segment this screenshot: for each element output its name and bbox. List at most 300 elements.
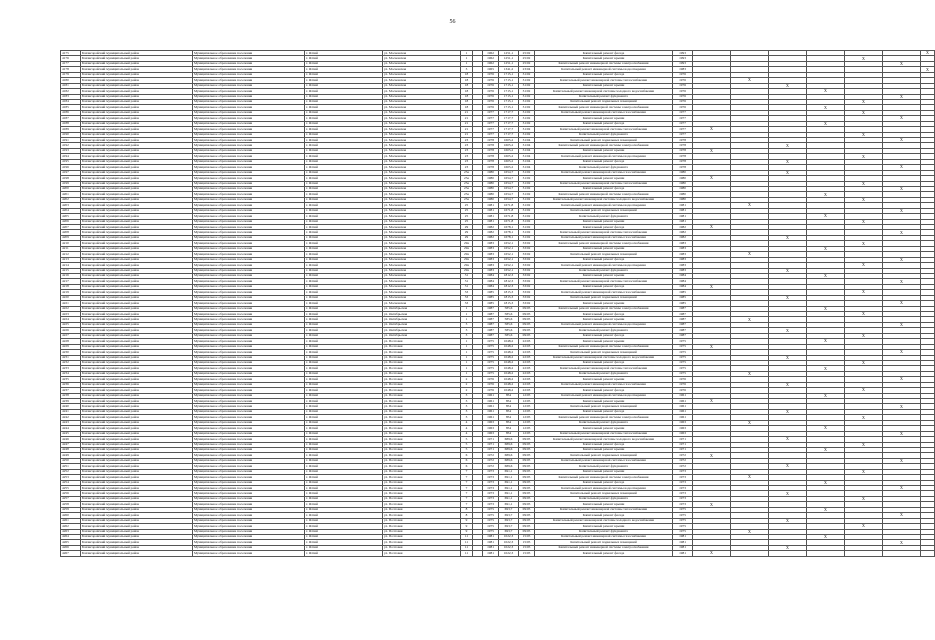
district-cell: Бахчисарайский муниципальный район (81, 121, 193, 126)
record-id: 4199 (61, 181, 81, 186)
period-cell: 1985 (673, 295, 693, 300)
area-cell: 854 (499, 420, 519, 425)
floors-cell: 33/02 (519, 263, 535, 268)
period-cell: 1973 (673, 491, 693, 496)
settlement-cell: г. Ялтий (305, 235, 383, 240)
district-cell: Бахчисарайский муниципальный район (81, 388, 193, 393)
record-id: 4230 (61, 350, 81, 355)
work-type-cell: Капитальный ремонт инженерной системы электроснабжения (535, 545, 673, 550)
area-cell: 1812,3 (499, 284, 519, 289)
house-number-cell: 23а (461, 170, 473, 175)
build-year-cell: 1978 (483, 165, 499, 170)
mark-cell (921, 551, 935, 556)
settlement-type-cell: Муниципальное образование поселения (193, 268, 305, 273)
mark-cell: X (807, 246, 845, 251)
mark-cell: X (807, 121, 845, 126)
build-year-cell: 1985 (483, 295, 499, 300)
settlement-cell: г. Ялтий (305, 225, 383, 230)
floors-cell: 33/02 (519, 290, 535, 295)
district-cell: Бахчисарайский муниципальный район (81, 263, 193, 268)
district-cell: Бахчисарайский муниципальный район (81, 431, 193, 436)
record-id: 4186 (61, 110, 81, 115)
mark-cell (769, 551, 807, 556)
house-number-cell: 18 (461, 89, 473, 94)
settlement-type-cell: Муниципальное образование поселения (193, 138, 305, 143)
build-year-cell: 1985 (483, 290, 499, 295)
record-id: 4249 (61, 453, 81, 458)
settlement-cell: г. Ялтий (305, 197, 383, 202)
settlement-cell: г. Ялтий (305, 56, 383, 61)
street-cell: ул. Почтовая (383, 529, 461, 534)
record-id: 4228 (61, 339, 81, 344)
work-type-cell: Капитальный ремонт крыши (535, 116, 673, 121)
settlement-type-cell: Муниципальное образование поселения (193, 165, 305, 170)
period-cell: 1972 (673, 453, 693, 458)
period-cell: 1975 (673, 507, 693, 512)
record-id: 4175 (61, 51, 81, 56)
settlement-type-cell: Муниципальное образование поселения (193, 388, 305, 393)
area-cell: 1251,1 (499, 51, 519, 56)
build-year-cell: 1987 (483, 312, 499, 317)
area-cell: 1022,3 (499, 540, 519, 545)
street-cell: ул. Почтовая (383, 464, 461, 469)
work-type-cell: Капитальный ремонт инженерной системы электроснабжения (535, 105, 673, 110)
area-cell: 691,1 (499, 502, 519, 507)
area-cell: 854 (499, 409, 519, 414)
area-cell: 1654,7 (499, 181, 519, 186)
area-cell: 693,7 (499, 513, 519, 518)
settlement-type-cell: Муниципальное образование поселения (193, 110, 305, 115)
floors-cell: 31/04 (519, 165, 535, 170)
settlement-cell: г. Ялтий (305, 333, 383, 338)
work-type-cell: Капитальный ремонт фасада (535, 51, 673, 56)
mark-cell: X (769, 159, 807, 164)
mark-cell: X (693, 127, 731, 132)
street-cell: ул. Октябрьская (383, 306, 461, 311)
period-cell: 1961 (673, 415, 693, 420)
period-cell: 1975 (673, 524, 693, 529)
work-type-cell: Капитальный ремонт инженерной системы электроснабжения (535, 475, 673, 480)
settlement-cell: г. Ялтий (305, 241, 383, 246)
period-cell: 1981 (673, 214, 693, 219)
house-number-cell: 29 (461, 235, 473, 240)
area-cell: 1671,8 (499, 219, 519, 224)
mark-cell: X (807, 273, 845, 278)
work-type-cell: Капитальный ремонт инженерной системы водоотведения (535, 263, 673, 268)
record-id: 4217 (61, 279, 81, 284)
house-number-cell: 4 (461, 420, 473, 425)
period-cell: 1973 (673, 486, 693, 491)
work-type-cell: Капитальный ремонт крыши (535, 148, 673, 153)
record-id: 4226 (61, 328, 81, 333)
build-year-cell: 1981 (483, 203, 499, 208)
settlement-cell: г. Ялтий (305, 214, 383, 219)
district-cell: Бахчисарайский муниципальный район (81, 246, 193, 251)
record-id: 4243 (61, 420, 81, 425)
settlement-cell: г. Ялтий (305, 496, 383, 501)
period-cell: 1961 (673, 404, 693, 409)
district-cell: Бахчисарайский муниципальный район (81, 56, 193, 61)
record-id: 4219 (61, 290, 81, 295)
record-id: 4197 (61, 170, 81, 175)
area-cell: 585,6 (499, 306, 519, 311)
floors-cell: 31/02 (519, 214, 535, 219)
area-cell: 854 (499, 393, 519, 398)
street-cell: ул. Почтовая (383, 447, 461, 452)
area-cell: 1048,2 (499, 360, 519, 365)
area-cell: 1652,1 (499, 252, 519, 257)
street-cell: ул. Московская (383, 127, 461, 132)
district-cell: Бахчисарайский муниципальный район (81, 513, 193, 518)
floors-cell: 33/02 (519, 246, 535, 251)
period-cell: 1985 (673, 290, 693, 295)
settlement-cell: г. Ялтий (305, 409, 383, 414)
house-number-cell: 21 (461, 132, 473, 137)
district-cell: Бахчисарайский муниципальный район (81, 301, 193, 306)
settlement-type-cell: Муниципальное образование поселения (193, 89, 305, 94)
floors-cell: 12/05 (519, 404, 535, 409)
house-number-cell: 21 (461, 116, 473, 121)
district-cell: Бахчисарайский муниципальный район (81, 143, 193, 148)
settlement-cell: г. Ялтий (305, 431, 383, 436)
mark-cell: X (731, 78, 769, 83)
mark-cell: X (807, 447, 845, 452)
settlement-cell: г. Ялтий (305, 491, 383, 496)
mark-cell: X (883, 165, 921, 170)
settlement-type-cell: Муниципальное образование поселения (193, 192, 305, 197)
settlement-cell: г. Ялтий (305, 426, 383, 431)
settlement-type-cell: Муниципальное образование поселения (193, 551, 305, 556)
record-id: 4225 (61, 322, 81, 327)
record-id: 4210 (61, 241, 81, 246)
work-type-cell: Капитальный ремонт инженерной системы теплоснабжения (535, 507, 673, 512)
record-id: 4203 (61, 203, 81, 208)
floors-cell: 15/05 (519, 540, 535, 545)
floors-cell: 31/02 (519, 94, 535, 99)
build-year-cell: 1987 (483, 322, 499, 327)
street-cell: ул. Московская (383, 219, 461, 224)
mark-cell (731, 551, 769, 556)
settlement-type-cell: Муниципальное образование поселения (193, 524, 305, 529)
district-cell: Бахчисарайский муниципальный район (81, 165, 193, 170)
area-cell: 1652,1 (499, 257, 519, 262)
street-cell: ул. Московская (383, 99, 461, 104)
mark-cell: X (883, 61, 921, 66)
street-cell: ул. Московская (383, 94, 461, 99)
settlement-cell: г. Ялтий (305, 127, 383, 132)
street-cell: ул. Почтовая (383, 344, 461, 349)
build-year-cell: 1976 (483, 83, 499, 88)
floors-cell: 25/02 (519, 56, 535, 61)
mark-cell: X (769, 143, 807, 148)
period-cell: 1980 (673, 186, 693, 191)
mark-cell: X (883, 301, 921, 306)
area-cell: 1715,1 (499, 99, 519, 104)
settlement-cell: г. Ялтий (305, 99, 383, 104)
settlement-type-cell: Муниципальное образование поселения (193, 279, 305, 284)
period-cell: 1982 (673, 230, 693, 235)
house-number-cell: 21 (461, 121, 473, 126)
district-cell: Бахчисарайский муниципальный район (81, 529, 193, 534)
area-cell: 689,6 (499, 447, 519, 452)
district-cell: Бахчисарайский муниципальный район (81, 170, 193, 175)
floors-cell: 31/02 (519, 116, 535, 121)
district-cell: Бахчисарайский муниципальный район (81, 480, 193, 485)
mark-cell: X (883, 116, 921, 121)
record-id: 4215 (61, 268, 81, 273)
street-cell: ул. Московская (383, 246, 461, 251)
house-number-cell: 7 (461, 491, 473, 496)
record-id: 4187 (61, 116, 81, 121)
street-cell: ул. Почтовая (383, 540, 461, 545)
build-year-cell: 1975 (483, 344, 499, 349)
settlement-type-cell: Муниципальное образование поселения (193, 252, 305, 257)
settlement-type-cell: Муниципальное образование поселения (193, 99, 305, 104)
house-number-cell: 25 (461, 203, 473, 208)
period-cell: 1987 (673, 312, 693, 317)
settlement-type-cell: Муниципальное образование поселения (193, 203, 305, 208)
street-cell: ул. Октябрьская (383, 328, 461, 333)
build-year-cell: 1976 (483, 382, 499, 387)
floors-cell: 22/03 (519, 382, 535, 387)
work-type-cell: Капитальный ремонт крыши (535, 447, 673, 452)
district-cell: Бахчисарайский муниципальный район (81, 518, 193, 523)
period-cell: 1993 (673, 61, 693, 66)
period-cell: 1976 (673, 72, 693, 77)
period-cell: 1963 (673, 420, 693, 425)
settlement-cell: г. Ялтий (305, 208, 383, 213)
period-cell: 1976 (673, 83, 693, 88)
street-cell: ул. Почтовая (383, 399, 461, 404)
mark-cell: X (845, 469, 883, 474)
settlement-cell: г. Ялтий (305, 138, 383, 143)
record-id: 4216 (61, 273, 81, 278)
floors-cell: 33/02 (519, 284, 535, 289)
district-cell: Бахчисарайский муниципальный район (81, 426, 193, 431)
settlement-type-cell: Муниципальное образование поселения (193, 170, 305, 175)
house-number-cell: 4 (461, 426, 473, 431)
street-cell: ул. Московская (383, 159, 461, 164)
work-type-cell: Капитальный ремонт фундамента (535, 496, 673, 501)
floors-cell: 09/05 (519, 524, 535, 529)
mark-cell: X (845, 197, 883, 202)
settlement-cell: г. Ялтий (305, 51, 383, 56)
settlement-type-cell: Муниципальное образование поселения (193, 377, 305, 382)
build-year-cell: 1983 (483, 257, 499, 262)
record-id: 4191 (61, 138, 81, 143)
record-id: 4213 (61, 257, 81, 262)
work-type-cell: Капитальный ремонт фундамента (535, 214, 673, 219)
area-cell: 854 (499, 399, 519, 404)
mark-cell: X (807, 366, 845, 371)
district-cell: Бахчисарайский муниципальный район (81, 67, 193, 72)
floors-cell: 09/05 (519, 333, 535, 338)
mark-cell: X (693, 176, 731, 181)
settlement-cell: г. Ялтий (305, 377, 383, 382)
settlement-cell: г. Ялтий (305, 192, 383, 197)
mark-cell: X (731, 371, 769, 376)
settlement-cell: г. Ялтий (305, 121, 383, 126)
settlement-cell: г. Ялтий (305, 524, 383, 529)
floors-cell: 12/05 (519, 420, 535, 425)
district-cell: Бахчисарайский муниципальный район (81, 197, 193, 202)
work-type-cell: Капитальный ремонт инженерной системы холодного водоснабжения (535, 355, 673, 360)
floors-cell: 12/05 (519, 431, 535, 436)
build-year-cell: 1987 (483, 317, 499, 322)
settlement-type-cell: Муниципальное образование поселения (193, 540, 305, 545)
mark-cell: X (693, 284, 731, 289)
build-year-cell: 1982 (483, 235, 499, 240)
period-cell: 1983 (673, 257, 693, 262)
mark-cell: X (883, 458, 921, 463)
street-cell: ул. Московская (383, 279, 461, 284)
district-cell: Бахчисарайский муниципальный район (81, 545, 193, 550)
street-cell: ул. Почтовая (383, 355, 461, 360)
floors-cell: 09/05 (519, 486, 535, 491)
district-cell: Бахчисарайский муниципальный район (81, 437, 193, 442)
district-cell: Бахчисарайский муниципальный район (81, 208, 193, 213)
floors-cell: 09/05 (519, 496, 535, 501)
floors-cell: 22/03 (519, 355, 535, 360)
record-id: 4222 (61, 306, 81, 311)
build-year-cell: 1981 (483, 540, 499, 545)
floors-cell: 09/05 (519, 491, 535, 496)
record-id: 4259 (61, 507, 81, 512)
street-cell: ул. Почтовая (383, 486, 461, 491)
build-year-cell: 1962 (483, 56, 499, 61)
floors-cell: 22/03 (519, 371, 535, 376)
floors-cell: 25/02 (519, 61, 535, 66)
mark-cell: X (807, 393, 845, 398)
period-cell: 1976 (673, 94, 693, 99)
settlement-type-cell: Муниципальное образование поселения (193, 534, 305, 539)
work-type-cell: Капитальный ремонт инженерной системы холодного водоснабжения (535, 518, 673, 523)
area-cell: 1048,2 (499, 344, 519, 349)
floors-cell: 33/02 (519, 252, 535, 257)
settlement-type-cell: Муниципальное образование поселения (193, 382, 305, 387)
work-type-cell: Капитальный ремонт подвальных помещений (535, 491, 673, 496)
period-cell: 1983 (673, 67, 693, 72)
settlement-cell: г. Ялтий (305, 257, 383, 262)
settlement-cell: г. Ялтий (305, 301, 383, 306)
record-id: 4245 (61, 431, 81, 436)
district-cell: Бахчисарайский муниципальный район (81, 219, 193, 224)
street-cell: ул. Московская (383, 197, 461, 202)
area-cell: 693,7 (499, 507, 519, 512)
mark-cell: X (769, 328, 807, 333)
house-number-cell: 11 (461, 545, 473, 550)
work-type-cell: Капитальный ремонт подвальных помещений (535, 99, 673, 104)
area-cell: 1022,3 (499, 551, 519, 556)
work-type-cell: Капитальный ремонт инженерной системы холодного водоснабжения (535, 89, 673, 94)
area-cell: 1654,7 (499, 170, 519, 175)
street-cell: ул. Почтовая (383, 507, 461, 512)
house-number-cell: 3 (461, 415, 473, 420)
mark-cell: X (845, 496, 883, 501)
district-cell: Бахчисарайский муниципальный район (81, 464, 193, 469)
house-number-cell: 1 (461, 344, 473, 349)
build-year-cell: 1987 (483, 333, 499, 338)
area-cell: 1605,2 (499, 154, 519, 159)
house-number-cell: 8 (461, 513, 473, 518)
mark-cell: X (807, 89, 845, 94)
floors-cell: 09/05 (519, 437, 535, 442)
house-number-cell: 18 (461, 105, 473, 110)
house-number-cell: 29а (461, 252, 473, 257)
settlement-type-cell: Муниципальное образование поселения (193, 257, 305, 262)
record-id: 4204 (61, 208, 81, 213)
area-cell: 691,1 (499, 469, 519, 474)
period-cell: 1975 (673, 518, 693, 523)
house-number-cell: 11 (461, 534, 473, 539)
floors-cell: 31/02 (519, 186, 535, 191)
district-cell: Бахчисарайский муниципальный район (81, 241, 193, 246)
build-year-cell: 1984 (483, 284, 499, 289)
build-year-cell: 1962 (483, 61, 499, 66)
settlement-type-cell: Муниципальное образование поселения (193, 208, 305, 213)
period-cell: 1981 (673, 219, 693, 224)
settlement-cell: г. Ялтий (305, 420, 383, 425)
settlement-type-cell: Муниципальное образование поселения (193, 496, 305, 501)
work-type-cell: Капитальный ремонт инженерной системы газоснабжения (535, 170, 673, 175)
record-id: 4264 (61, 534, 81, 539)
record-id: 4181 (61, 83, 81, 88)
settlement-type-cell: Муниципальное образование поселения (193, 214, 305, 219)
mark-cell: X (769, 235, 807, 240)
house-number-cell: 5 (461, 447, 473, 452)
build-year-cell: 1975 (483, 339, 499, 344)
build-year-cell: 1962 (483, 51, 499, 56)
floors-cell: 31/02 (519, 170, 535, 175)
floors-cell: 09/05 (519, 518, 535, 523)
build-year-cell: 1978 (483, 159, 499, 164)
period-cell: 1961 (673, 399, 693, 404)
work-type-cell: Капитальный ремонт инженерной системы электроснабжения (535, 241, 673, 246)
district-cell: Бахчисарайский муниципальный район (81, 110, 193, 115)
house-number-cell: 23а (461, 197, 473, 202)
record-id: 4178 (61, 67, 81, 72)
district-cell: Бахчисарайский муниципальный район (81, 524, 193, 529)
street-cell: ул. Почтовая (383, 409, 461, 414)
work-type-cell: Капитальный ремонт крыши (535, 317, 673, 322)
settlement-type-cell: Муниципальное образование поселения (193, 502, 305, 507)
work-type-cell: Капитальный ремонт инженерной системы электроснабжения (535, 344, 673, 349)
period-cell: 1975 (673, 371, 693, 376)
floors-cell: 31/02 (519, 225, 535, 230)
build-year-cell: 1980 (483, 170, 499, 175)
period-cell: 1971 (673, 437, 693, 442)
record-id: 4182 (61, 89, 81, 94)
mark-cell: X (845, 56, 883, 61)
record-id: 4266 (61, 545, 81, 550)
table-row (61, 551, 935, 556)
house-number-cell: 29 (461, 225, 473, 230)
settlement-cell: г. Ялтий (305, 518, 383, 523)
settlement-cell: г. Ялтий (305, 399, 383, 404)
work-type-cell: Капитальный ремонт подвальных помещений (535, 540, 673, 545)
mark-cell: X (883, 513, 921, 518)
house-number-cell: 9 (461, 524, 473, 529)
settlement-type-cell: Муниципальное образование поселения (193, 404, 305, 409)
settlement-cell: г. Ялтий (305, 344, 383, 349)
house-number-cell: 1 (461, 56, 473, 61)
district-cell: Бахчисарайский муниципальный район (81, 333, 193, 338)
period-cell: 1977 (673, 121, 693, 126)
settlement-type-cell: Муниципальное образование поселения (193, 420, 305, 425)
settlement-type-cell: Муниципальное образование поселения (193, 453, 305, 458)
work-type-cell: Капитальный ремонт крыши (535, 246, 673, 251)
floors-cell: 31/04 (519, 154, 535, 159)
